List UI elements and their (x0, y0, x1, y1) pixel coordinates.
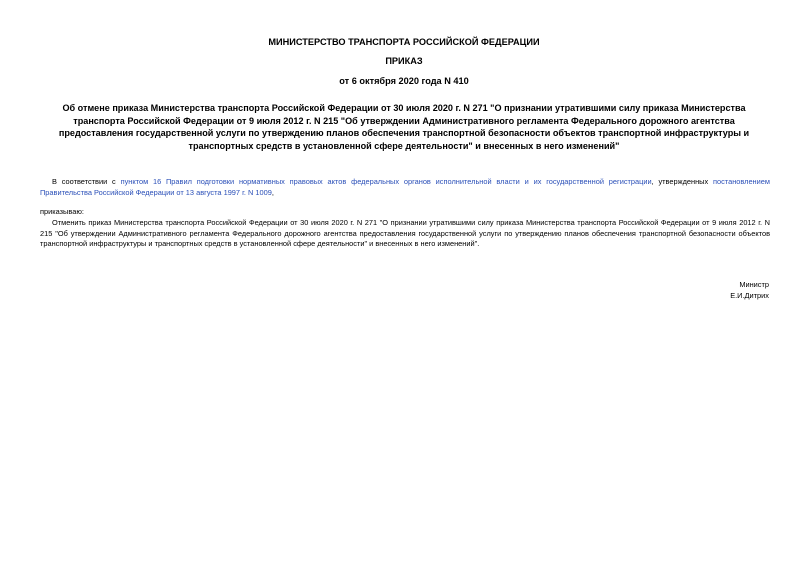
link-government-decree[interactable]: постановлением Правительства Российской Федерации от 13 августа 1997 г. N 1009 (40, 177, 770, 197)
preamble-text-1: В соответствии с (52, 177, 121, 186)
document-title: Об отмене приказа Министерства транспорта Российской Федерации от 30 июля 2020 г. N 271 "О признании утратившими силу приказа Министерства транспорта Российской Федерации от 9 июля 2012 г. N 215 "Об утверждении Административного регламента Федерального дорожного агентства предоставления государственной услуги по утверждению планов обеспечения транспортной безопасности объектов транспортной инфраструктуры и транспортных средств в установленной сфере деятельности" и внесенных в него изменений" (58, 103, 750, 151)
signature-name: Е.И.Дитрих (730, 291, 769, 300)
link-clause-16[interactable]: пунктом 16 (120, 177, 162, 186)
order-body-paragraph: Отменить приказ Министерства транспорта Российской Федерации от 30 июля 2020 г. N 271 "О признании утратившими силу приказа Министерства транспорта Российской Федерации от 9 июля 2012 г. N 215 "Об утверждении Административного регламента Федерального дорожного агентства предоставления государственной услуги по утверждению планов обеспечения транспортной безопасности объектов транспортной инфраструктуры и транспортных средств в установленной сфере деятельности" и внесенных в него изменений". (40, 218, 770, 249)
ministry-heading: МИНИСТЕРСТВО ТРАНСПОРТА РОССИЙСКОЙ ФЕДЕРАЦИИ (268, 37, 540, 47)
preamble-text-3: , утвержденных (651, 177, 713, 186)
signature-position: Министр (739, 280, 769, 289)
document-type-heading: ПРИКАЗ (385, 56, 423, 66)
order-word: приказываю: (40, 207, 84, 216)
preamble-text-4: , (271, 187, 274, 197)
date-number-heading: от 6 октября 2020 года N 410 (339, 76, 469, 86)
link-rules[interactable]: Правил подготовки нормативных правовых актов федеральных органов исполнительной власти и их государственной регистрации (166, 177, 652, 186)
preamble-paragraph (40, 177, 770, 198)
